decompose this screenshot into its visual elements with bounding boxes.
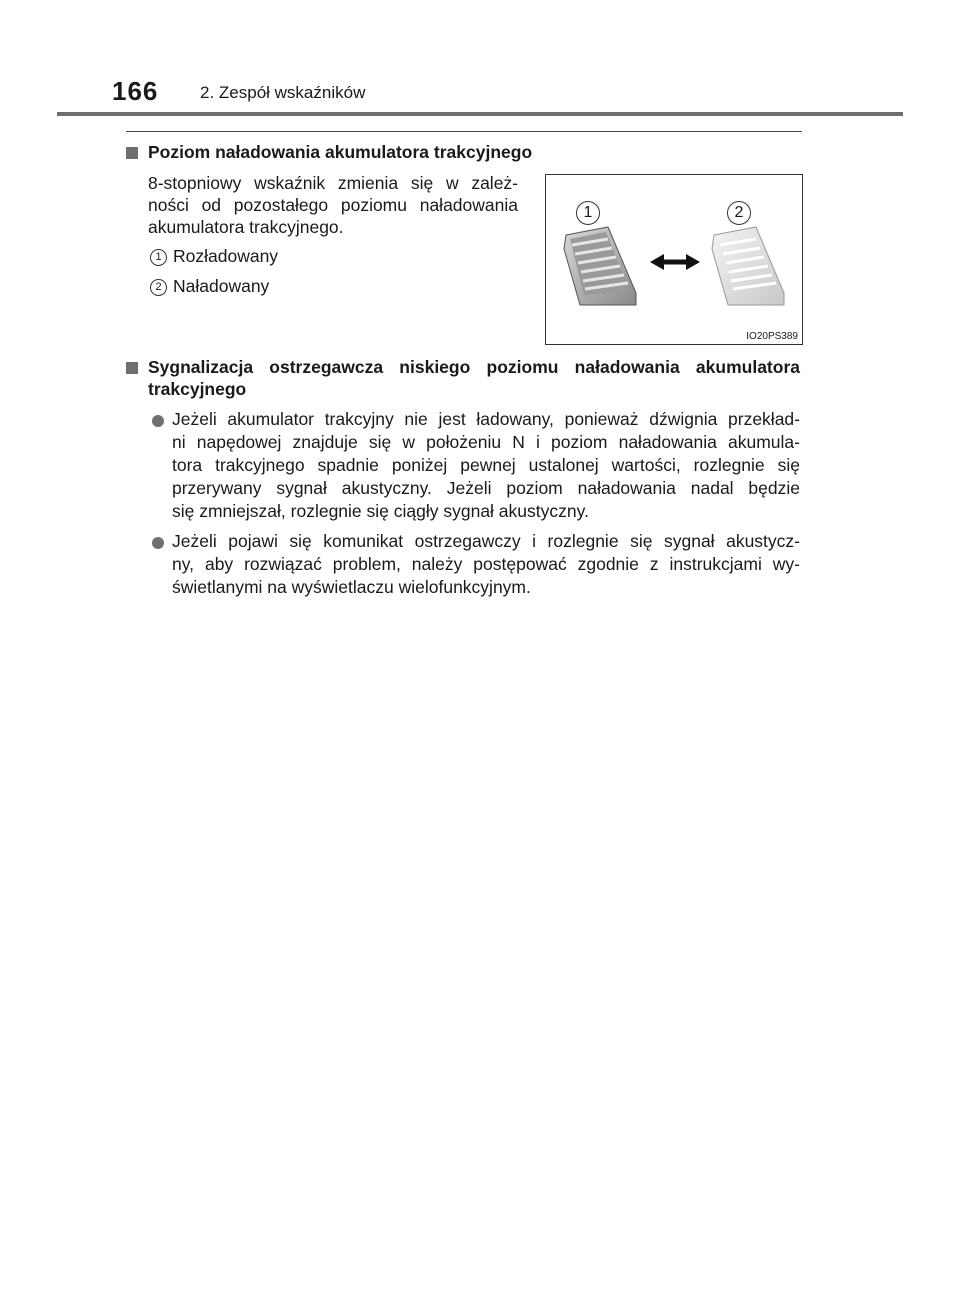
section-heading-warning: Sygnalizacja ostrzegawcza niskiego poziomu naładowania akumulatora <box>148 357 800 377</box>
para-line: akumulatora trakcyjnego. <box>148 217 344 237</box>
para-line: ności od pozostałego poziomu naładowania <box>148 195 518 215</box>
legend-label: Rozładowany <box>173 246 279 266</box>
para-line: ni napędowej znajduje się w położeniu N i poziom naładowania akumula- <box>172 432 800 452</box>
figure-label-2: 2 <box>727 201 751 225</box>
square-bullet-icon <box>126 362 138 374</box>
double-arrow-icon <box>650 254 700 270</box>
section-heading-warning-cont: trakcyjnego <box>148 379 247 399</box>
para-line: Jeżeli akumulator trakcyjny nie jest ładowany, ponieważ dźwignia przekład- <box>172 409 800 429</box>
section-divider <box>126 131 802 132</box>
round-bullet-icon <box>152 415 164 427</box>
para-line: się zmniejszał, rozlegnie się ciągły sygnał akustyczny. <box>172 501 589 521</box>
header-divider <box>57 112 903 116</box>
legend-label: Naładowany <box>173 276 270 296</box>
para-line: ny, aby rozwiązać problem, należy postępować zgodnie z instrukcjami wy- <box>172 554 800 574</box>
discharged-gauge-icon <box>564 227 636 305</box>
section-heading-battery-level: Poziom naładowania akumulatora trakcyjnego <box>148 142 533 162</box>
para-line: świetlanymi na wyświetlaczu wielofunkcyjnym. <box>172 577 531 597</box>
figure-code: IO20PS389 <box>746 331 798 342</box>
para-line: tora trakcyjnego spadnie poniżej pewnej ustalonej wartości, rozlegnie się <box>172 455 800 475</box>
chapter-title: 2. Zespół wskaźników <box>200 83 366 102</box>
round-bullet-icon <box>152 537 164 549</box>
para-line: Jeżeli pojawi się komunikat ostrzegawczy i rozlegnie się sygnał akustycz- <box>172 531 800 551</box>
number-2-icon: 2 <box>150 279 167 296</box>
legend-item-discharged <box>150 245 278 267</box>
para-line: przerywany sygnał akustyczny. Jeżeli poziom naładowania nadal będzie <box>172 478 800 498</box>
charged-gauge-icon <box>712 227 784 305</box>
battery-gauge-illustration <box>546 175 802 344</box>
figure-label-1: 1 <box>576 201 600 225</box>
legend-item-charged <box>150 275 269 297</box>
para-line: 8-stopniowy wskaźnik zmienia się w zależ- <box>148 173 518 193</box>
page-number: 166 <box>112 76 159 106</box>
square-bullet-icon <box>126 147 138 159</box>
number-1-icon: 1 <box>150 249 167 266</box>
battery-gauge-figure <box>545 174 803 345</box>
